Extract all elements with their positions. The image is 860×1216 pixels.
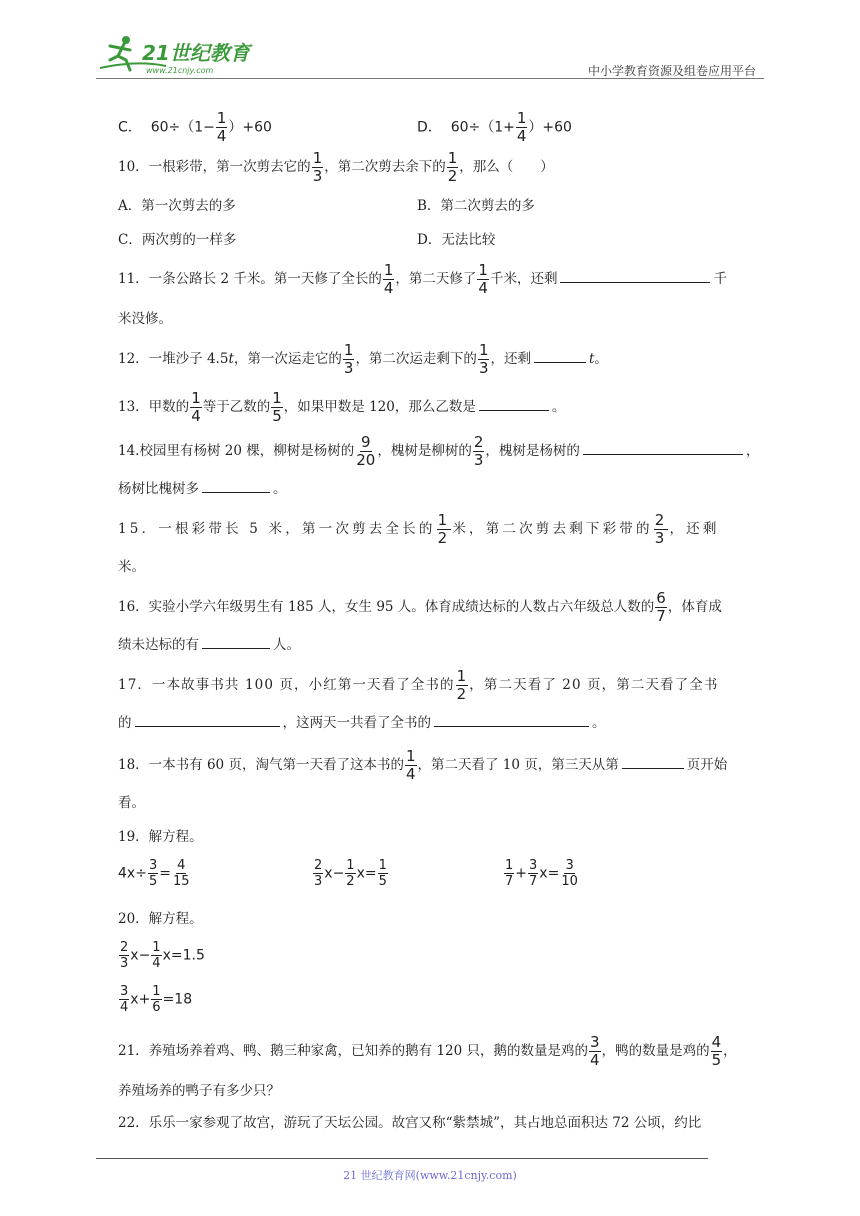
q21-cont: 养殖场养的鸭子有多少只？ xyxy=(118,1083,280,1099)
q20-equation-2: $\frac{3}{4}$ x+ $\frac{1}{6}$ =18 xyxy=(120,984,193,1015)
q14-cont: 杨树比槐树多 。 xyxy=(118,478,287,500)
question-17: 17．一本故事书共 100 页，小红第一天看了全书的 $\frac{1}{2}$ ，第二天看了 20 页，第二天看了全书 xyxy=(118,667,719,703)
q16-cont: 绩未达标的有 人。 xyxy=(118,634,300,656)
q10-option-b: B．第二次剪去的多 xyxy=(417,198,535,214)
q15-cont: 米。 xyxy=(118,559,145,575)
answer-blank[interactable] xyxy=(622,754,684,769)
q18-cont: 看。 xyxy=(118,795,145,811)
question-22: 22．乐乐一家参观了故宫，游玩了天坛公园。故宫又称“紫禁城”，其占地总面积达 72 公顷，约比 xyxy=(118,1115,702,1131)
question-16: 16．实验小学六年级男生有 185 人，女生 95 人。体育成绩达标的人数占六年级总人数的 $\frac{6}{7}$ ，体育成 xyxy=(118,589,722,625)
answer-blank[interactable] xyxy=(202,634,270,649)
question-21: 21．养殖场养着鸡、鸭、鹅三种家禽，已知养的鹅有 120 只，鹅的数量是鸡的 $\frac{3}{4}$ ，鸭的数量是鸡的 $\frac{4}{5}$ ， xyxy=(118,1033,737,1069)
question-18: 18．一本书有 60 页，淘气第一天看了这本书的 $\frac{1}{4}$ ，第二天看了 10 页，第三天从第 页开始 xyxy=(118,747,728,783)
q19-equation-3: $\frac{1}{7}$ + $\frac{3}{7}$ x= $\frac{3}{10}$ xyxy=(505,858,578,889)
question-12: 12．一堆沙子 4.5t，第一次运走它的 $\frac{1}{3}$ ，第二次运走剩下的 $\frac{1}{3}$ ，还剩 t。 xyxy=(118,341,608,377)
footer-divider xyxy=(96,1158,708,1159)
q19-equation-1: 4x÷ $\frac{3}{5}$ = $\frac{4}{15}$ xyxy=(118,858,190,889)
q10-option-c: C．两次剪的一样多 xyxy=(118,232,237,248)
logo-url: www.21cnjy.com xyxy=(146,66,214,75)
question-19: 19．解方程。 xyxy=(118,829,203,845)
q10-option-a: A．第一次剪去的多 xyxy=(118,198,236,214)
logo-text: 21世纪教育 xyxy=(142,41,250,65)
q20-equation-1: $\frac{2}{3}$ x− $\frac{1}{4}$ x=1.5 xyxy=(120,940,205,971)
q10-option-d: D．无法比较 xyxy=(417,232,496,248)
answer-blank[interactable] xyxy=(202,478,270,493)
answer-blank[interactable] xyxy=(434,712,589,727)
answer-blank[interactable] xyxy=(479,396,549,411)
answer-blank[interactable] xyxy=(135,712,280,727)
answer-blank[interactable] xyxy=(560,268,710,283)
site-logo xyxy=(96,30,266,80)
q11-cont: 米没修。 xyxy=(118,311,172,327)
question-15: 15．一根彩带长 5 米，第一次剪去全长的 $\frac{1}{2}$ 米，第二次剪去剩下彩带的 $\frac{2}{3}$ ，还剩 xyxy=(118,511,720,547)
question-11: 11．一条公路长 2 千米。第一天修了全长的 $\frac{1}{4}$ ，第二天修了 $\frac{1}{4}$ 千米，还剩 千 xyxy=(118,261,727,297)
answer-blank[interactable] xyxy=(534,348,586,363)
question-10: 10．一根彩带，第一次剪去它的 $\frac{1}{3}$ ，第二次剪去余下的 $\frac{1}{2}$ ，那么（ ） xyxy=(118,149,554,185)
header-divider xyxy=(96,78,764,79)
q9-option-d: D． 60÷（1+ $\frac{1}{4}$ ）+60 xyxy=(417,109,572,145)
q9-option-c: C． 60÷（1− $\frac{1}{4}$ ）+60 xyxy=(118,109,272,145)
q19-equation-2: $\frac{2}{3}$ x− $\frac{1}{2}$ x= $\frac{1}{5}$ xyxy=(314,858,387,889)
platform-name: 中小学教育资源及组卷应用平台 xyxy=(587,64,756,78)
question-14: 14.校园里有杨树 20 棵，柳树是杨树的 $\frac{9}{20}$ ，槐树是柳树的 $\frac{2}{3}$ ，槐树是杨树的 ， xyxy=(118,433,760,469)
footer-text[interactable]: 21 世纪教育网(www.21cnjy.com) xyxy=(343,1169,517,1182)
question-20: 20．解方程。 xyxy=(118,911,203,927)
question-13: 13．甲数的 $\frac{1}{4}$ 等于乙数的 $\frac{1}{5}$ ，如果甲数是 120，那么乙数是 。 xyxy=(118,389,566,425)
answer-blank[interactable] xyxy=(583,440,743,455)
q17-cont: 的 ，这两天一共看了全书的 。 xyxy=(118,712,606,734)
